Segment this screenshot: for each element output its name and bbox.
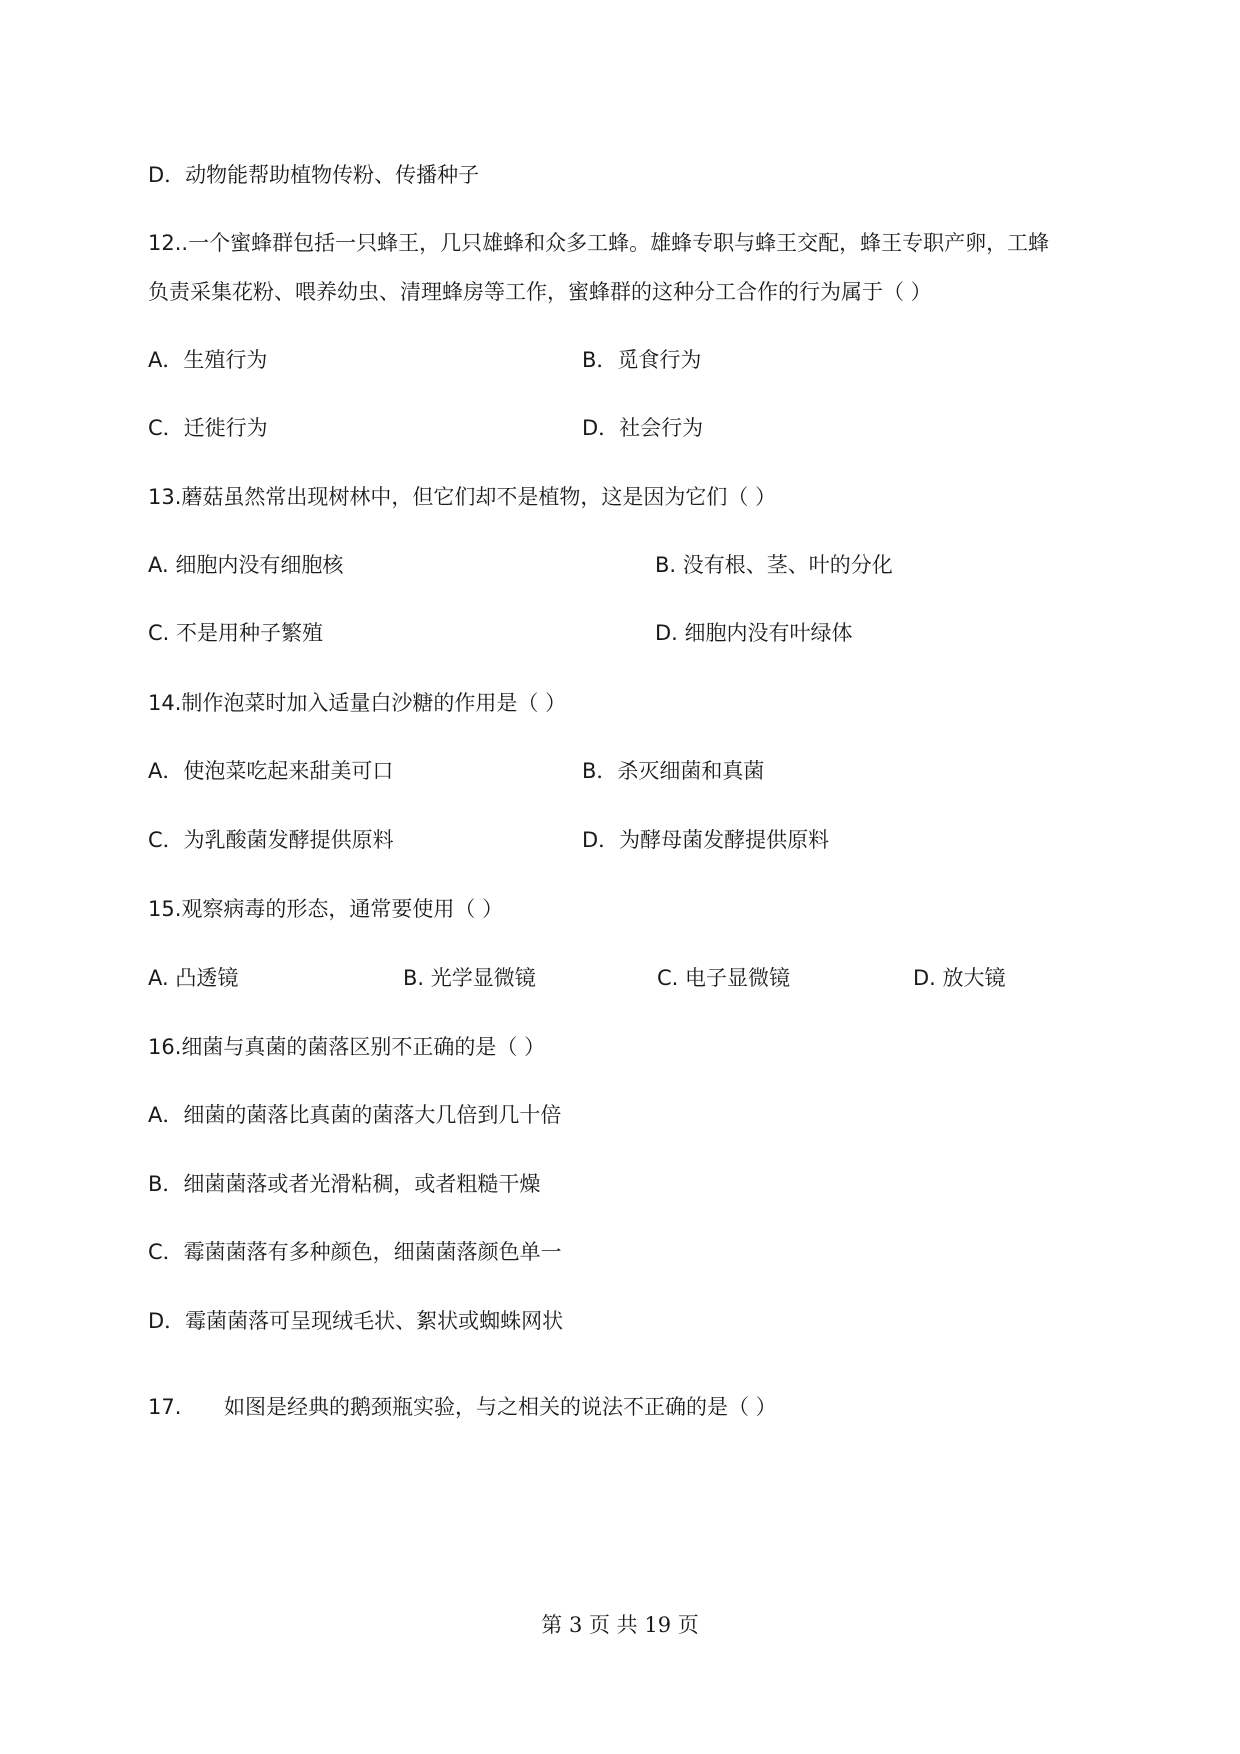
q14-option-c: C．为乳酸菌发酵提供原料: [148, 828, 394, 852]
q14-option-a: A．使泡菜吃起来甜美可口: [148, 759, 394, 783]
q13-option-c: C. 不是用种子繁殖: [148, 621, 324, 645]
q12-option-d: D．社会行为: [582, 416, 704, 440]
q13-option-a: A. 细胞内没有细胞核: [148, 553, 344, 577]
q12-stem-line-1: 12..一个蜜蜂群包括一只蜂王，几只雄蜂和众多工蜂。雄蜂专职与蜂王交配，蜂王专职产卵，工蜂: [148, 231, 1050, 255]
page-footer: [0, 1609, 1240, 1639]
q16-option-b: B．细菌菌落或者光滑粘稠，或者粗糙干燥: [148, 1172, 541, 1196]
q17-stem: [148, 1393, 777, 1421]
q14-option-d: D．为酵母菌发酵提供原料: [582, 828, 830, 852]
q13-option-b: B. 没有根、茎、叶的分化: [655, 553, 893, 577]
q15-option-c: C. 电子显微镜: [657, 966, 791, 990]
q15-option-a: A. 凸透镜: [148, 966, 239, 990]
q17-stem-text: 如图是经典的鹅颈瓶实验，与之相关的说法不正确的是（ ）: [224, 1395, 777, 1419]
q15-option-b: B. 光学显微镜: [403, 966, 536, 990]
q16-stem: 16.细菌与真菌的菌落区别不正确的是（ ）: [148, 1035, 546, 1059]
q14-stem: 14.制作泡菜时加入适量白沙糖的作用是（ ）: [148, 691, 567, 715]
q12-stem-line-2: 负责采集花粉、喂养幼虫、清理蜂房等工作，蜜蜂群的这种分工合作的行为属于（ ）: [148, 280, 932, 304]
page-indicator: 第 3 页 共 19 页: [541, 1613, 699, 1637]
q15-option-d: D. 放大镜: [913, 966, 1006, 990]
q12-option-c: C．迁徙行为: [148, 416, 268, 440]
q12-option-a: A．生殖行为: [148, 348, 268, 372]
q15-stem: 15.观察病毒的形态，通常要使用（ ）: [148, 897, 504, 921]
q11-option-d: D．动物能帮助植物传粉、传播种子: [148, 163, 480, 187]
q13-option-d: D. 细胞内没有叶绿体: [655, 621, 853, 645]
q17-number: 17.: [148, 1395, 182, 1419]
q14-option-b: B．杀灭细菌和真菌: [582, 759, 765, 783]
q16-option-c: C．霉菌菌落有多种颜色，细菌菌落颜色单一: [148, 1240, 562, 1264]
q16-option-a: A．细菌的菌落比真菌的菌落大几倍到几十倍: [148, 1103, 562, 1127]
q13-stem: 13.蘑菇虽然常出现树林中，但它们却不是植物，这是因为它们（ ）: [148, 485, 777, 509]
q12-option-b: B．觅食行为: [582, 348, 702, 372]
q16-option-d: D．霉菌菌落可呈现绒毛状、絮状或蜘蛛网状: [148, 1309, 564, 1333]
